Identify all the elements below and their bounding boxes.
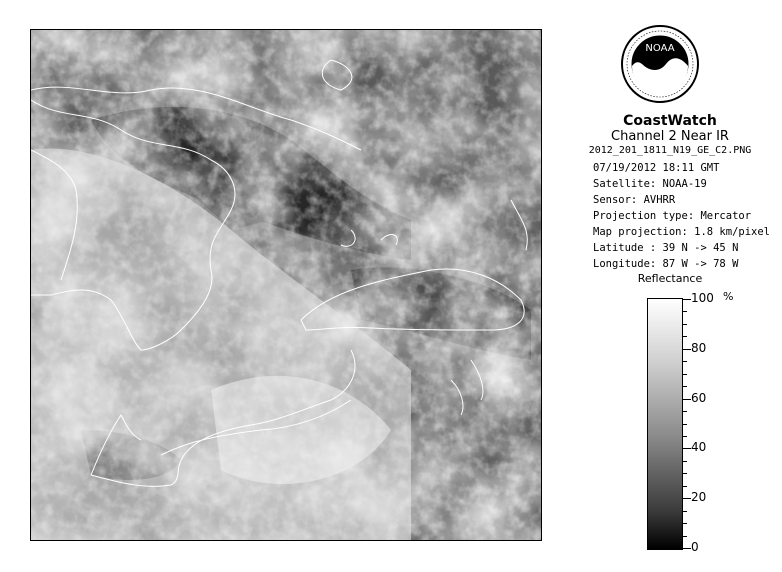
- brand-title: CoastWatch: [623, 113, 717, 129]
- colorbar-minor-tick: [683, 311, 687, 312]
- colorbar-tick-label: 20: [691, 490, 707, 505]
- longitude-range: Longitude: 87 W -> 78 W: [593, 258, 739, 270]
- sensor: Sensor: AVHRR: [593, 194, 676, 206]
- reflectance-colorbar: [647, 298, 683, 550]
- colorbar-tick: [683, 498, 691, 499]
- file-name: 2012_201_1811_N19_GE_C2.PNG: [588, 145, 752, 156]
- colorbar-minor-tick: [683, 411, 687, 412]
- colorbar-tick: [683, 349, 691, 350]
- colorbar-tick: [683, 399, 691, 400]
- colorbar-minor-tick: [683, 324, 687, 325]
- colorbar-tick-label: 0: [691, 540, 699, 554]
- logo-text: NOAA: [645, 43, 675, 54]
- colorbar-minor-tick: [683, 523, 687, 524]
- channel-title: Channel 2 Near IR: [611, 129, 729, 144]
- projection-type: Projection type: Mercator: [593, 210, 752, 222]
- colorbar-minor-tick: [683, 461, 687, 462]
- legend-unit: %: [723, 290, 734, 303]
- colorbar-minor-tick: [683, 361, 687, 362]
- colorbar-tick: [683, 448, 691, 449]
- colorbar-minor-tick: [683, 486, 687, 487]
- colorbar-minor-tick: [683, 386, 687, 387]
- colorbar-tick-label: 40: [691, 440, 707, 455]
- reflectance-map: [31, 30, 542, 541]
- satellite-image: [30, 29, 542, 541]
- datetime: 07/19/2012 18:11 GMT: [593, 162, 720, 174]
- map-projection: Map projection: 1.8 km/pixel: [593, 226, 771, 238]
- legend-title: Reflectance: [637, 272, 703, 285]
- colorbar-minor-tick: [683, 473, 687, 474]
- colorbar-minor-tick: [683, 336, 687, 337]
- colorbar-minor-tick: [683, 424, 687, 425]
- satellite: Satellite: NOAA-19: [593, 178, 707, 190]
- colorbar-tick-label: 80: [691, 340, 707, 355]
- colorbar-minor-tick: [683, 511, 687, 512]
- colorbar-tick: [683, 299, 691, 300]
- colorbar-minor-tick: [683, 374, 687, 375]
- colorbar-tick: [683, 548, 691, 549]
- latitude-range: Latitude : 39 N -> 45 N: [593, 242, 739, 254]
- colorbar-minor-tick: [683, 436, 687, 437]
- colorbar-tick-label: 100: [691, 291, 714, 305]
- colorbar-minor-tick: [683, 536, 687, 537]
- noaa-logo: [620, 24, 700, 104]
- colorbar-tick-label: 60: [691, 390, 707, 405]
